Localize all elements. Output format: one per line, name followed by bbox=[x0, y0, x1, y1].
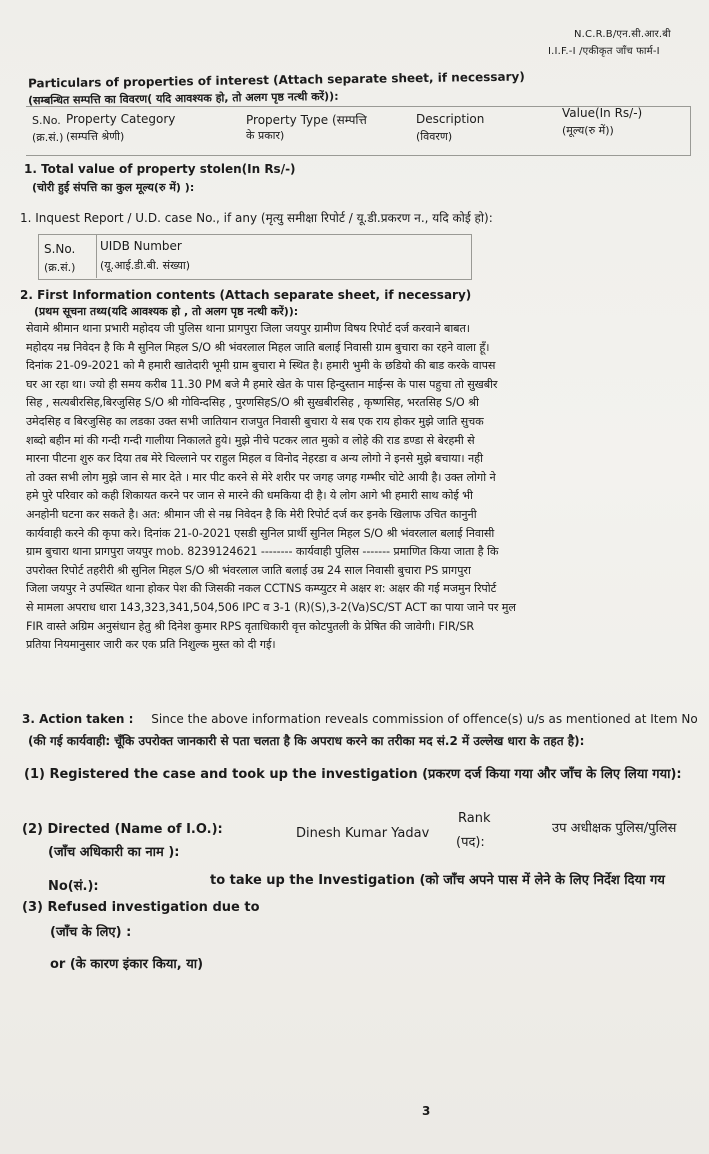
refused-label: (3) Refused investigation due to bbox=[22, 900, 260, 915]
fir-line: हमे पुरे परिवार को कही शिकायत करने पर जान से मारने की धमकिया दी है। ये लोग आगे भी हमारी साथ कोई भी bbox=[26, 489, 473, 503]
fir-line: मारना पीटना शुरु कर दिया तब मेरे चिल्लाने पर राहुल मिहल व विनोद नेहरडा व अन्य लोगो ने इनसे मुझे बचाया। नही bbox=[26, 452, 483, 466]
fir-line: महोदय नम्र निवेदन है कि मै सुनिल मिहल S/O श्री भंवरलाल मिहल जाति बलाई निवासी ग्राम बुचारा का रहने वाला हूँ। bbox=[26, 340, 490, 354]
inquest-col-uidb-en: UIDB Number bbox=[100, 239, 182, 253]
fir-line: सिह , सत्यबीरसिह,बिरजुसिह S/O श्री गोविन्दसिह , पुरणसिहS/O श्री सुखबीरसिह , कृष्णसिह, भरतसिह S/O श्री bbox=[26, 396, 479, 410]
fir-line: उपरोक्त रिपोर्ट तहरीरी श्री सुनिल मिहल S/O श्री भंवरलाल जाति बलाई उम्र 24 साल निवासी बुचारा PS प्रागपुरा bbox=[26, 563, 471, 577]
rank-value: उप अधीक्षक पुलिस/पुलिस bbox=[552, 821, 677, 836]
prop-col-type-en: Property Type (सम्पत्ति bbox=[246, 113, 367, 127]
inquest-col-uidb-hi: (यू.आई.डी.बी. संख्या) bbox=[100, 259, 191, 272]
properties-title-hi: (सम्बन्धित सम्पत्ति का विवरण( यदि आवश्यक हो, तो अलग पृष्ठ नत्थी करें)): bbox=[27, 89, 339, 108]
ncrb-header: N.C.R.B/एन.सी.आर.बी bbox=[574, 29, 671, 40]
fir-line: शब्दो बहीन मां की गन्दी गन्दी गालीया निकालते हुये। मुझे नीचे पटकर लात मुको व लोहे की राड डण्डा से बेरहमी से bbox=[26, 433, 475, 447]
io-name: Dinesh Kumar Yadav bbox=[296, 826, 430, 841]
fir-line: प्रतिया नियमानुसार जारी कर एक प्रति निशुल्क मुस्त को दी गई। bbox=[26, 638, 276, 652]
prop-col-desc-en: Description bbox=[416, 112, 485, 126]
properties-title-en: Particulars of properties of interest (Attach separate sheet, if necessary) bbox=[27, 69, 525, 91]
no-label: No(सं.): bbox=[48, 879, 99, 894]
refused-label-hi: (जाँच के लिए) : bbox=[50, 925, 132, 940]
prop-col-desc-hi: (विवरण) bbox=[416, 130, 453, 143]
form-header: I.I.F.-I /एकीकृत जाँच फार्म-I bbox=[548, 46, 660, 57]
registered-text: (1) Registered the case and took up the investigation (प्रकरण दर्ज किया गया और जाँच के लिए लिया गया): bbox=[24, 767, 682, 782]
total-value-label-en: 1. Total value of property stolen(In Rs/-) bbox=[24, 162, 296, 176]
prop-col-value-en: Value(In Rs/-) bbox=[562, 106, 643, 120]
fir-line: से मामला अपराध धारा 143,323,341,504,506 IPC व 3-1 (R)(S),3-2(Va)SC/ST ACT का पाया जाने पर मुल bbox=[26, 600, 516, 614]
total-value-label-hi: (चोरी हुई संपत्ति का कुल मूल्य(रु में) ): bbox=[32, 181, 195, 194]
inquest-divider bbox=[96, 234, 97, 278]
inquest-label: 1. Inquest Report / U.D. case No., if any (मृत्यु समीक्षा रिपोर्ट / यू.डी.प्रकरण न., यदि कोई हो): bbox=[20, 211, 493, 225]
prop-col-sno-hi: (क्र.सं.) bbox=[32, 131, 64, 144]
prop-col-value-hi: (मूल्य(रु में)) bbox=[562, 124, 614, 137]
fir-line: जिला जयपुर ने उपस्थित थाना होकर पेश की जिसकी नकल CCTNS कम्प्युटर मे अक्षर श: अक्षर की गई मजमुन रिपोर्ट bbox=[26, 582, 497, 596]
rank-label: Rank bbox=[458, 811, 491, 826]
fir-line: घर आ रहा था। ज्यो ही समय करीब 11.30 PM बजे मै हमारे खेत के पास हिन्दुस्तान माईन्स के पास पहुचा तो सुखबीर bbox=[26, 377, 498, 391]
fir-line: उमेदसिह व बिरजुसिह का लडका उक्त सभी जातियान राजपुत निवासी बुचारा ये सब एक राय होकर मुझे जाति सुचक bbox=[26, 414, 484, 428]
prop-col-sno-en: S.No. bbox=[32, 114, 61, 127]
fir-line: FIR वास्ते अग्रिम अनुसंधान हेतु श्री दिनेश कुमार RPS वृताधिकारी वृत्त कोटपुतली के प्रेषित की जावेगी। FIR/SR bbox=[26, 619, 474, 633]
fir-line: कार्यवाही करने की कृपा करे। दिनांक 21-0-2021 एसडी सुनिल प्रार्थी सुनिल मिहल S/O श्री भंवरलाल बलाई निवासी bbox=[26, 526, 495, 540]
action-text-en: Since the above information reveals commission of offence(s) u/s as mentioned at Item No bbox=[151, 712, 698, 726]
action-label: 3. Action taken : bbox=[22, 712, 134, 726]
rank-label-hi: (पद): bbox=[456, 835, 485, 850]
fir-line: दिनांक 21-09-2021 को मै हमारी खातेदारी भूमी ग्राम बुचारा मे स्थित है। हमारी भुमी के छडियो की बाड करके वापस bbox=[26, 359, 496, 373]
takeup-text: to take up the Investigation (को जाँच अपने पास में लेने के लिए निर्देश दिया गय bbox=[210, 873, 665, 888]
fir-content bbox=[26, 320, 698, 655]
prop-col-type-hi: के प्रकार) bbox=[246, 129, 285, 142]
fir-line: अनहोनी घटना कर सकते है। अत: श्रीमान जी से नम्र निवेदन है कि मेरी रिपोर्ट दर्ज कर इनके खिलाफ उचित कानुनी bbox=[26, 507, 477, 521]
directed-label-hi: (जाँच अधिकारी का नाम ): bbox=[48, 845, 180, 860]
fir-line: ग्राम बुचारा थाना प्रागपुरा जयपुर mob. 8239124621 -------- कार्यवाही पुलिस ------- प्रमाणित किया जाता है कि bbox=[26, 545, 499, 559]
page-number: 3 bbox=[422, 1104, 431, 1118]
action-taken-line bbox=[22, 712, 698, 726]
fir-title-hi: (प्रथम सूचना तथ्य(यदि आवश्यक हो , तो अलग पृष्ठ नत्थी करें)): bbox=[34, 305, 299, 318]
or-text: or (के कारण इंकार किया, या) bbox=[50, 957, 204, 972]
inquest-col-sno-hi: (क्र.सं.) bbox=[44, 261, 76, 274]
fir-line: सेवामे श्रीमान थाना प्रभारी महोदय जी पुलिस थाना प्रागपुरा जिला जयपुर ग्रामीण विषय रिपोर्ट दर्ज करवाने बाबत। bbox=[26, 322, 470, 335]
fir-line: तो उक्त सभी लोग मुझे जान से मार देते । मार पीट करने से मेरे शरीर पर जगह जगह गम्भीर चोटे आयी है। उक्त लोगो ने bbox=[26, 470, 496, 484]
inquest-col-sno-en: S.No. bbox=[44, 242, 76, 256]
fir-title-en: 2. First Information contents (Attach separate sheet, if necessary) bbox=[20, 288, 472, 302]
prop-col-category-en: Property Category bbox=[66, 112, 176, 126]
prop-col-category-hi: (सम्पत्ति श्रेणी) bbox=[66, 130, 125, 143]
action-text-hi: (की गई कार्यवाही: चूँकि उपरोक्त जानकारी से पता चलता है कि अपराध करने का तरीका मद सं.2 में उल्लेख धारा के तहत है): bbox=[28, 734, 585, 748]
directed-label: (2) Directed (Name of I.O.): bbox=[22, 822, 223, 837]
